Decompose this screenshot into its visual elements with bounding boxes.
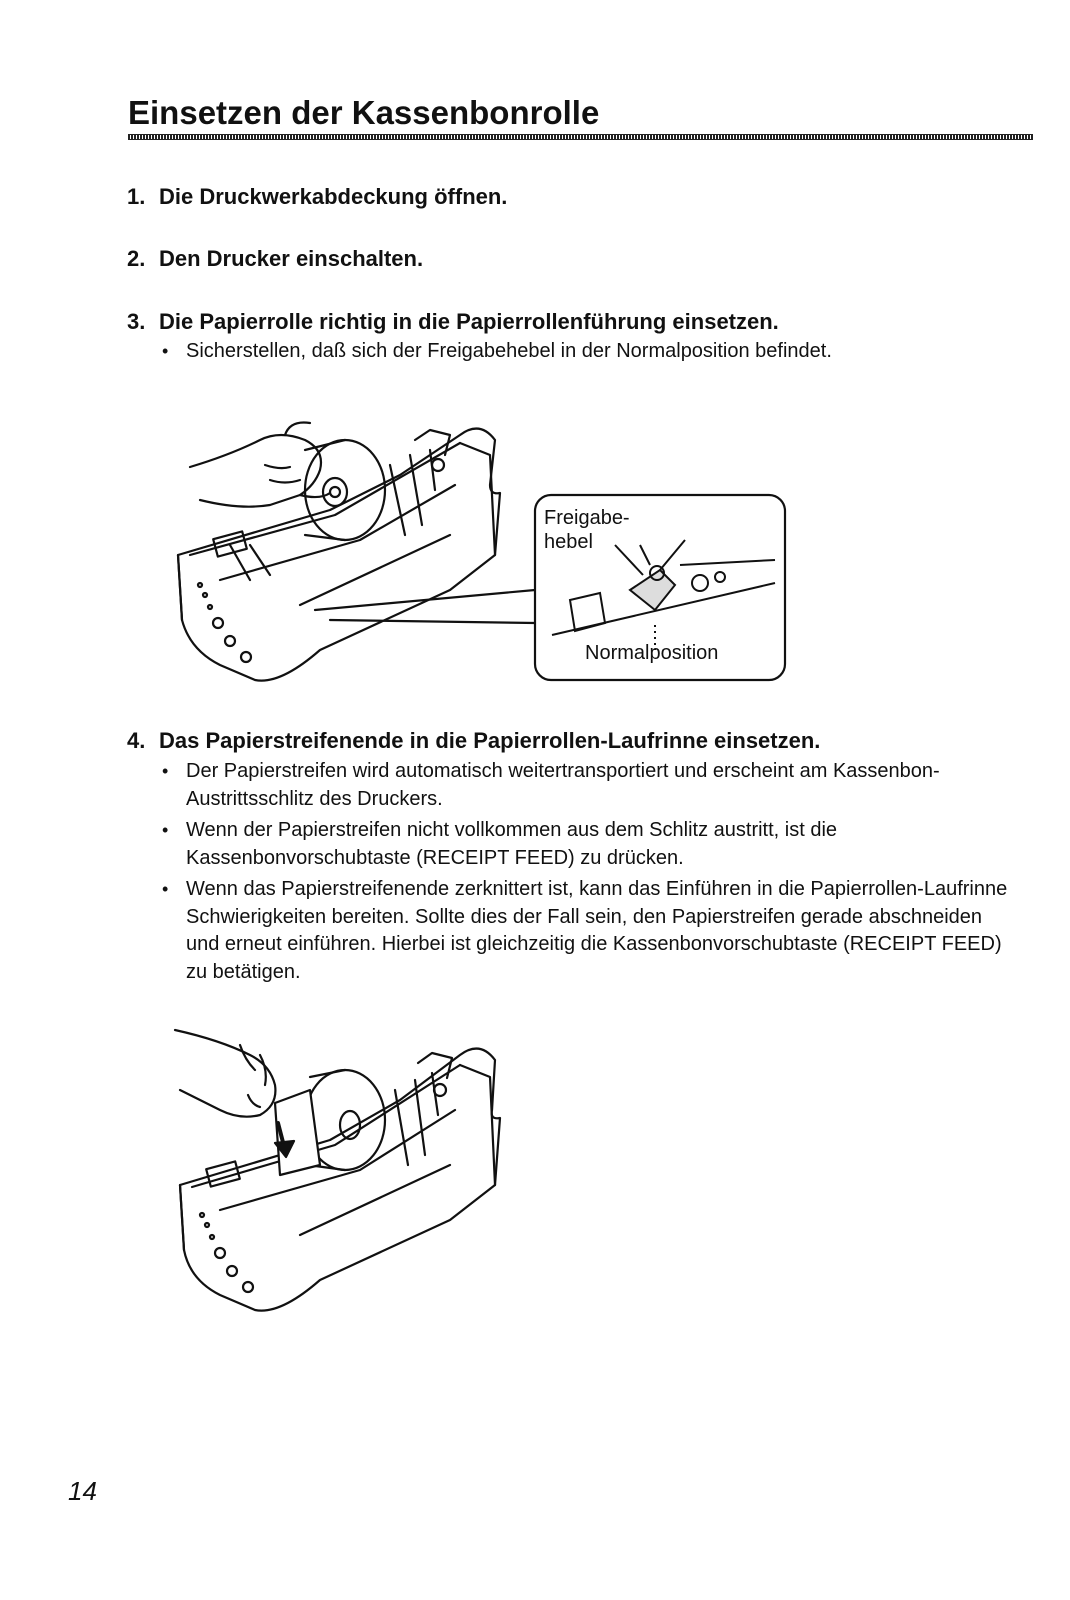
page-number: 14 <box>68 1476 97 1506</box>
step-3-text: Die Papierrolle richtig in die Papierrollenführung einsetzen. <box>159 309 779 334</box>
step-2-number: 2. <box>127 246 146 271</box>
callout-release-lever <box>535 495 785 680</box>
step-1 <box>127 184 507 210</box>
step-1-number: 1. <box>127 184 146 209</box>
step-4-bullet-1: • Der Papierstreifen wird automatisch weitertransportiert und erscheint am Kassenbon-Austrittsschlitz des Druckers. <box>162 758 1012 813</box>
step-4-bullet-3: • Wenn das Papierstreifenende zerknittert ist, kann das Einführen in die Papierrollen-Laufrinne Schwierigkeiten bereiten. Sollte dies der Fall sein, den Papierstreifen gerade abschneiden und erneut einführen. Hierbei ist gleichzeitig die Kassenbonvorschubtaste (RECEIPT FEED) zu betätigen. <box>162 876 1012 986</box>
callout-label-line1: Freigabe- <box>544 507 630 529</box>
step-4-number: 4. <box>127 728 146 753</box>
step-2 <box>127 246 423 272</box>
page-title: Einsetzen der Kassenbonrolle <box>128 94 600 131</box>
figure-insert-paper-strip <box>160 1015 520 1325</box>
callout-label-line2: hebel <box>544 531 593 553</box>
printer-drawing-2 <box>175 1030 500 1311</box>
step-4-bullet-2: • Wenn der Papierstreifen nicht vollkommen aus dem Schlitz austritt, ist die Kassenbonvorschubtaste (RECEIPT FEED) zu drücken. <box>162 817 1012 872</box>
callout-caption: Normalposition <box>585 642 719 664</box>
printer-drawing-1 <box>178 423 535 681</box>
step-2-text: Den Drucker einschalten. <box>159 246 424 271</box>
step-4 <box>127 728 820 754</box>
title-underline <box>128 134 1033 140</box>
step-4-bullets <box>162 758 1012 990</box>
figure-insert-paper-roll <box>160 395 800 695</box>
step-3 <box>127 309 779 335</box>
step-1-text: Die Druckwerkabdeckung öffnen. <box>159 184 508 209</box>
step-3-bullet-1: • Sicherstellen, daß sich der Freigabehebel in der Normalposition befindet. <box>162 338 832 366</box>
step-3-number: 3. <box>127 309 146 334</box>
step-4-text: Das Papierstreifenende in die Papierrollen-Laufrinne einsetzen. <box>159 728 821 753</box>
step-3-bullets <box>162 338 832 370</box>
